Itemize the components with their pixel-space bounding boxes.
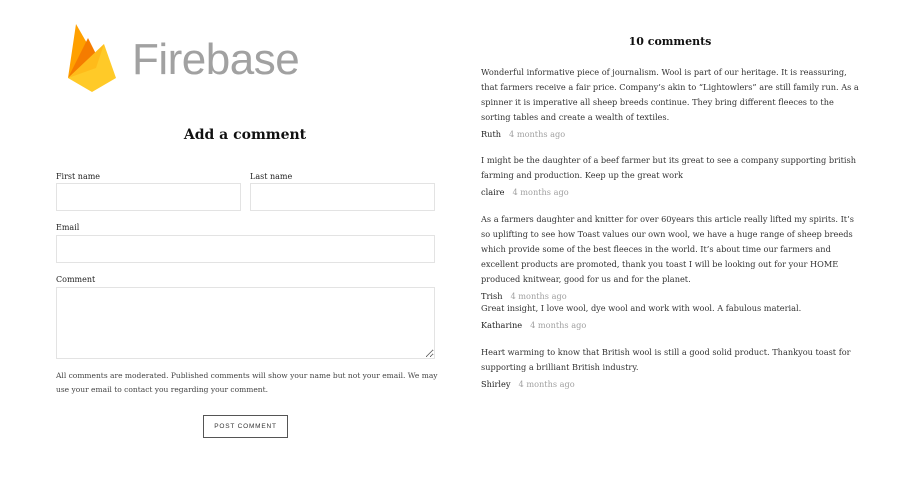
comment-timestamp: 4 months ago — [530, 320, 587, 330]
email-label: Email — [56, 223, 80, 232]
firebase-flame-icon — [66, 22, 118, 94]
comment-author: Katharine — [481, 320, 523, 330]
comments-count-title: 10 comments — [628, 35, 712, 48]
comment-label: Comment — [56, 275, 96, 284]
comment-timestamp: 4 months ago — [510, 291, 567, 301]
comment-timestamp: 4 months ago — [518, 379, 575, 389]
comment-item — [481, 65, 865, 141]
comment-item — [481, 153, 865, 199]
last-name-input[interactable] — [250, 183, 435, 211]
comment-text: Great insight, I love wool, dye wool and work with wool. A fabulous material. — [481, 303, 802, 313]
comment-author: Ruth — [481, 129, 502, 139]
comment-timestamp: 4 months ago — [509, 129, 566, 139]
comment-text: Heart warming to know that British wool is still a good solid product. Thankyou toast for supporting a brilliant British industry. — [481, 347, 851, 372]
add-comment-title: Add a comment — [183, 127, 307, 143]
comment-text: As a farmers daughter and knitter for over 60years this article really lifted my spirits. It’s so uplifting to see how Toast values our own wool, we have a huge range of sheep breeds which provide some of the best fleeces in the world. It’s about time our farmers and excellent products are promoted, thank you toast I will be looking out for your HOME produced knitwear, good for us and for the planet. — [481, 214, 854, 284]
comment-item — [481, 301, 865, 332]
last-name-label: Last name — [250, 172, 293, 181]
comment-text: I might be the daughter of a beef farmer but its great to see a company supporting british farming and production. Keep up the great work — [481, 155, 857, 180]
comment-text: Wonderful informative piece of journalism. Wool is part of our heritage. It is reassuring, that farmers receive a fair price. Company’s akin to “Lightowlers” are still family run. As a spinner it is imperative all sheep breeds continue. They bring different fleeces to the sorting tables and create a wealth of textiles. — [481, 67, 859, 122]
comment-author: Trish — [481, 291, 503, 301]
comment-author: Shirley — [481, 379, 511, 389]
comment-item — [481, 345, 865, 391]
post-comment-button[interactable]: POST COMMENT — [203, 415, 288, 438]
comment-timestamp: 4 months ago — [512, 187, 569, 197]
firebase-logo — [66, 22, 316, 96]
firebase-wordmark: Firebase — [132, 35, 300, 84]
comment-item — [481, 212, 865, 303]
first-name-input[interactable] — [56, 183, 241, 211]
comment-author: claire — [481, 187, 505, 197]
comment-textarea[interactable] — [56, 287, 435, 359]
first-name-label: First name — [56, 172, 101, 181]
moderation-note: All comments are moderated. Published comments will show your name but not your email. We may use your email to contact you regarding your comment. — [56, 371, 438, 394]
email-input[interactable] — [56, 235, 435, 263]
